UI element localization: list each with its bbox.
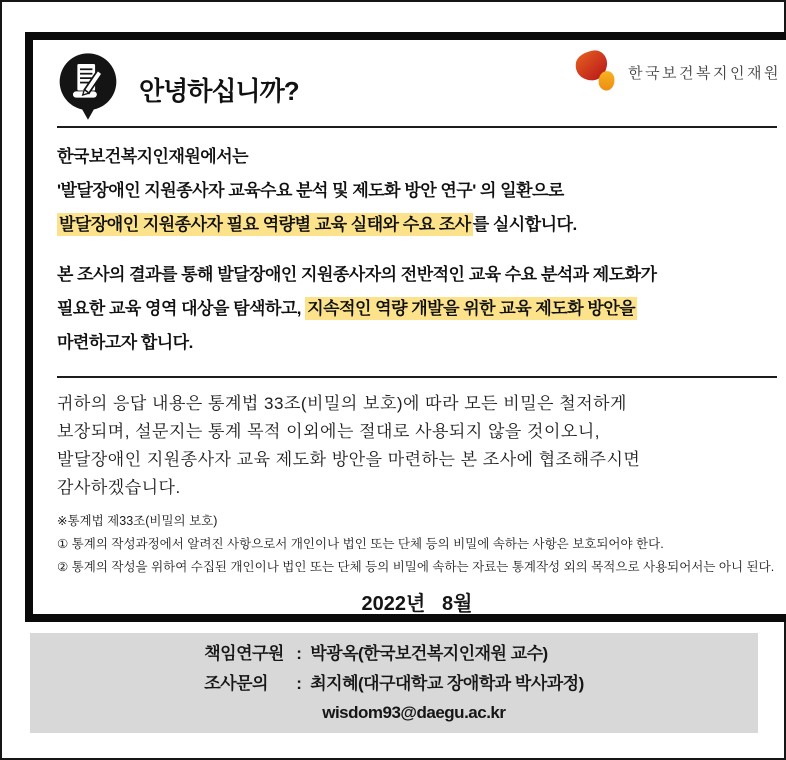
principal-researcher-value: 박광옥(한국보건복지인재원 교수) xyxy=(310,644,548,663)
principal-researcher-row xyxy=(204,639,584,669)
privacy-line2: 보장되며, 설문지는 통계 목적 이외에는 절대로 사용되지 않을 것이오니, xyxy=(57,422,600,441)
privacy-line3: 발달장애인 지원종사자 교육 제도화 방안을 마련하는 본 조사에 협조해주시면 xyxy=(57,450,641,469)
survey-date: 2022년 8월 xyxy=(361,593,473,615)
intro-paragraph-1 xyxy=(57,140,777,242)
statistics-act-item1: ① 통계의 작성과정에서 알려진 사항으로서 개인이나 법인 또는 단체 등의 비밀에 속하는 사항은 보호되어야 한다. xyxy=(57,537,664,551)
contact-email: wisdom93@daegu.ac.kr xyxy=(322,703,506,722)
org-logo-text: 한국보건복지인재원 xyxy=(628,64,781,82)
privacy-line4: 감사하겠습니다. xyxy=(57,478,181,497)
contact-footer xyxy=(30,633,758,733)
header xyxy=(57,40,781,126)
org-logo xyxy=(572,50,781,94)
colon: : xyxy=(296,644,302,663)
statistics-act-note xyxy=(57,510,777,579)
intro-p2-line2 xyxy=(57,292,777,326)
section-divider xyxy=(57,376,777,378)
contact-footer-inner xyxy=(204,639,584,727)
survey-intro-box xyxy=(25,32,786,622)
org-logo-mark-icon xyxy=(572,50,620,94)
intro-p1-line2: '발달장애인 지원종사자 교육수요 분석 및 제도화 방안 연구' 의 일환으로 xyxy=(57,181,564,200)
statistics-act-title: ※통계법 제33조(비밀의 보호) xyxy=(57,514,218,528)
memo-bubble-icon xyxy=(57,52,119,127)
survey-contact-row xyxy=(204,669,584,699)
intro-p2-line3: 마련하고자 합니다. xyxy=(57,333,193,352)
intro-p1-line1: 한국보건복지인재원에서는 xyxy=(57,147,249,166)
principal-researcher-label: 책임연구원 xyxy=(204,644,284,663)
intro-p2-line2-head: 필요한 교육 영역 대상을 탐색하고, xyxy=(57,299,306,318)
intro-p1-line3 xyxy=(57,208,777,242)
greeting-title: 안녕하십니까? xyxy=(139,75,299,106)
highlight-survey-goal: 지속적인 역량 개발을 위한 교육 제도화 방안을 xyxy=(307,299,636,318)
privacy-paragraph xyxy=(57,390,777,502)
colon: : xyxy=(296,674,302,693)
highlight-survey-topic: 발달장애인 지원종사자 필요 역량별 교육 실태와 수요 조사 xyxy=(59,215,471,234)
survey-contact-label: 조사문의 xyxy=(204,674,268,693)
survey-contact-value: 최지혜(대구대학교 장애학과 박사과정) xyxy=(310,674,584,693)
header-divider xyxy=(57,126,777,128)
intro-p1-line3-tail: 를 실시합니다. xyxy=(472,215,577,234)
privacy-line1: 귀하의 응답 내용은 통계법 33조(비밀의 보호)에 따라 모든 비밀은 철저하게 xyxy=(57,394,627,413)
statistics-act-item2: ② 통계의 작성을 위하여 수집된 개인이나 법인 또는 단체 등의 비밀에 속하는 자료는 통계작성 외의 목적으로 사용되어서는 아니 된다. xyxy=(57,560,775,574)
intro-paragraph-2 xyxy=(57,258,777,360)
intro-p2-line1: 본 조사의 결과를 통해 발달장애인 지원종사자의 전반적인 교육 수요 분석과 제도화가 xyxy=(57,265,657,284)
